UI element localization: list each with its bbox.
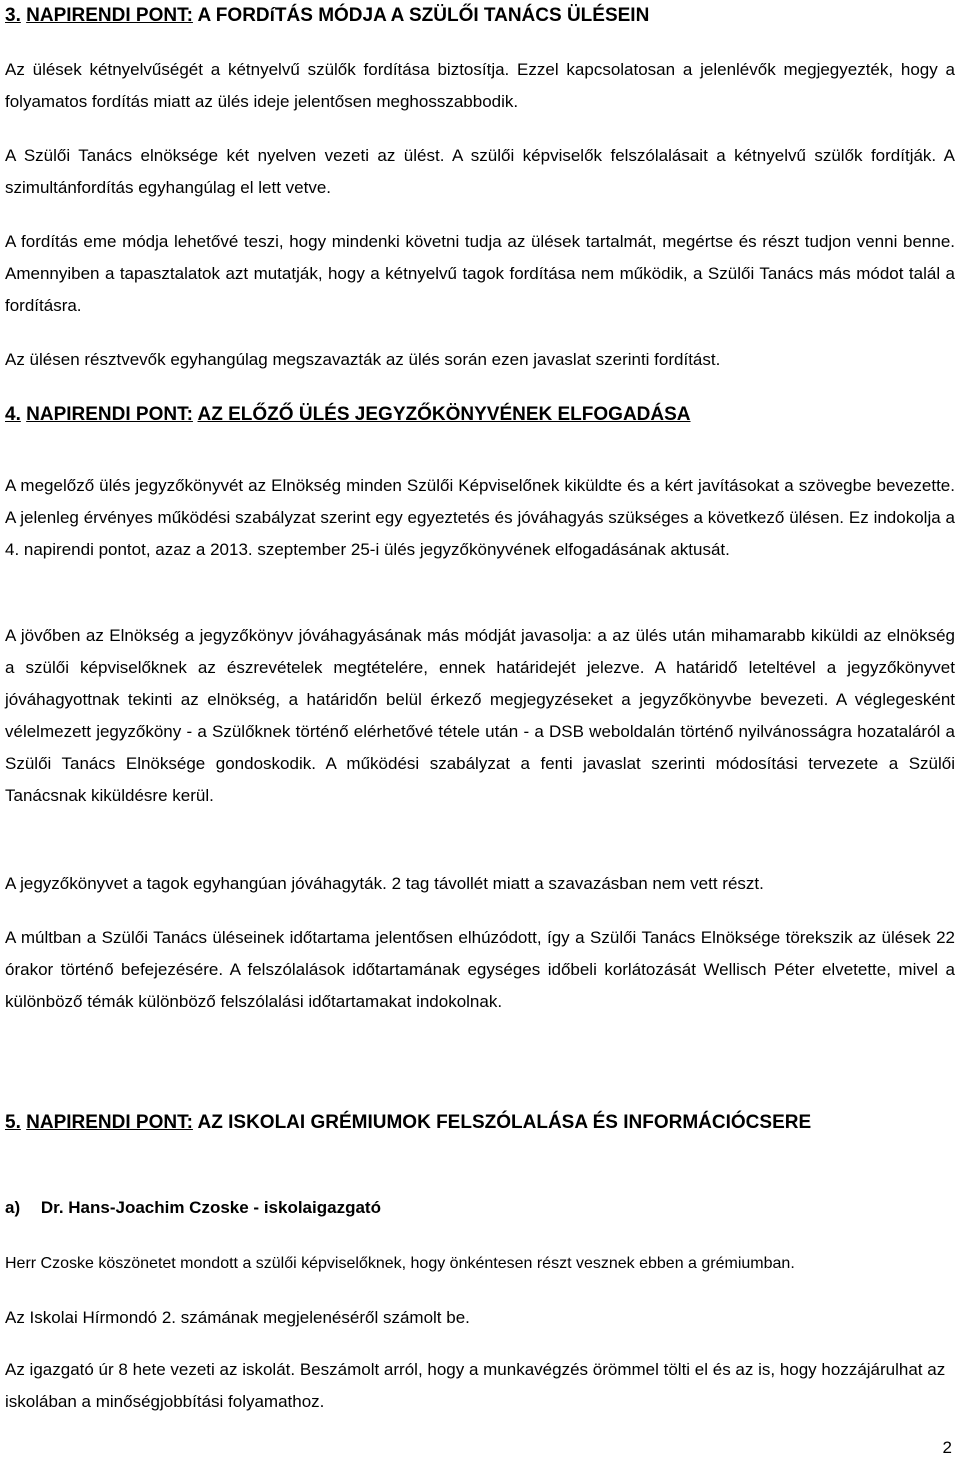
section-5-heading (5, 1112, 811, 1134)
section-3-title: A FORDíTÁS MÓDJA A SZÜLŐI TANÁCS ÜLÉSEIN (197, 5, 650, 26)
section-3-paragraph-2: A Szülői Tanács elnöksége két nyelven vezeti az ülést. A szülői képviselők felszólalásait a kétnyelvű szülők fordítják. A szimultánfordítás egyhangúlag el lett vetve. (5, 146, 955, 197)
section-4-paragraph-4: A múltban a Szülői Tanács üléseinek időtartama jelentősen elhúzódott, így a Szülői Tanács Elnöksége törekszik az ülések 22 órakor történő befejezésére. A felszólalások időtartamának egységes időbeli korlátozását Wellisch Péter elvetette, mivel a különböző témák különböző felszólalási időtartamakat indokolnak. (5, 928, 955, 1011)
section-5-title: AZ ISKOLAI GRÉMIUMOK FELSZÓLALÁSA ÉS INFORMÁCIÓCSERE (197, 1112, 812, 1133)
section-4-label: NAPIRENDI PONT: (26, 404, 193, 425)
section-4-title: AZ ELŐZŐ ÜLÉS JEGYZŐKÖNYVÉNEK ELFOGADÁSA (197, 404, 691, 425)
section-4-heading (5, 404, 691, 426)
section-5-paragraph-1: Herr Czoske köszönetet mondott a szülői képviselőknek, hogy önkéntesen részt vesznek ebben a grémiumban. (5, 1255, 795, 1272)
subsection-a-heading (5, 1198, 381, 1218)
subsection-a-title: Dr. Hans-Joachim Czoske - iskolaigazgató (40, 1198, 381, 1217)
section-5-label: NAPIRENDI PONT: (26, 1112, 193, 1133)
section-4-number: 4. (5, 404, 21, 425)
section-3-paragraph-4: Az ülésen résztvevők egyhangúlag megszavazták az ülés során ezen javaslat szerinti fordítást. (5, 350, 721, 369)
section-3-number: 3. (5, 5, 21, 26)
section-5-number: 5. (5, 1112, 21, 1133)
subsection-a-marker: a) (5, 1198, 21, 1217)
section-3-paragraph-1: Az ülések kétnyelvűségét a kétnyelvű szülők fordítása biztosítja. Ezzel kapcsolatosan a jelenlévők megjegyezték, hogy a folyamatos fordítás miatt az ülés ideje jelentősen meghosszabbodik. (5, 60, 955, 111)
section-4-paragraph-2: A jövőben az Elnökség a jegyzőkönyv jóváhagyásának más módját javasolja: a az ülés után mihamarabb kiküldi az elnökség a szülői képviselőknek az észrevételek megtételére, ennek határidejét jelezve. A határidő leteltével a jegyzőkönyvet jóváhagyottnak tekinti az elnökség, a határidőn belül érkező megjegyzéseket a jegyzőkönyvbe bevezeti. A véglegesként vélelmezett jegyzőköny - a Szülőknek történő elérhetővé tétele után - a DSB weboldalán történő nyilvánosságra hozataláról a Szülői Tanács Elnöksége gondoskodik. A működési szabályzat a fenti javaslat szerinti módosítási tervezete a Szülői Tanácsnak kiküldésre kerül. (5, 626, 955, 805)
section-3-heading (5, 5, 649, 27)
section-5-paragraph-3: Az igazgató úr 8 hete vezeti az iskolát. Beszámolt arról, hogy a munkavégzés örömmel tölti el és az is, hogy hozzájárulhat az iskolában a minőségjobbítási folyamathoz. (5, 1360, 946, 1411)
section-4-paragraph-3: A jegyzőkönyvet a tagok egyhangúan jóváhagyták. 2 tag távollét miatt a szavazásban nem vett részt. (5, 874, 764, 893)
section-4-paragraph-1: A megelőző ülés jegyzőkönyvét az Elnökség minden Szülői Képviselőnek kiküldte és a kért javításokat a szövegbe bevezette. A jelenleg érvényes működési szabályzat szerint egy egyeztetés és jóváhagyás szükséges a következő ülésen. Ez indokolja a 4. napirendi pontot, azaz a 2013. szeptember 25-i ülés jegyzőkönyvének elfogadásának aktusát. (5, 476, 955, 559)
section-3-label: NAPIRENDI PONT: (26, 5, 193, 26)
section-5-paragraph-2: Az Iskolai Hírmondó 2. számának megjelenéséről számolt be. (5, 1308, 470, 1327)
section-3-paragraph-3: A fordítás eme módja lehetővé teszi, hogy mindenki követni tudja az ülések tartalmát, megértse és részt tudjon venni benne. Amennyiben a tapasztalatok azt mutatják, hogy a kétnyelvű tagok fordítása nem működik, a Szülői Tanács más módot talál a fordításra. (5, 232, 955, 315)
page-number: 2 (942, 1438, 952, 1457)
